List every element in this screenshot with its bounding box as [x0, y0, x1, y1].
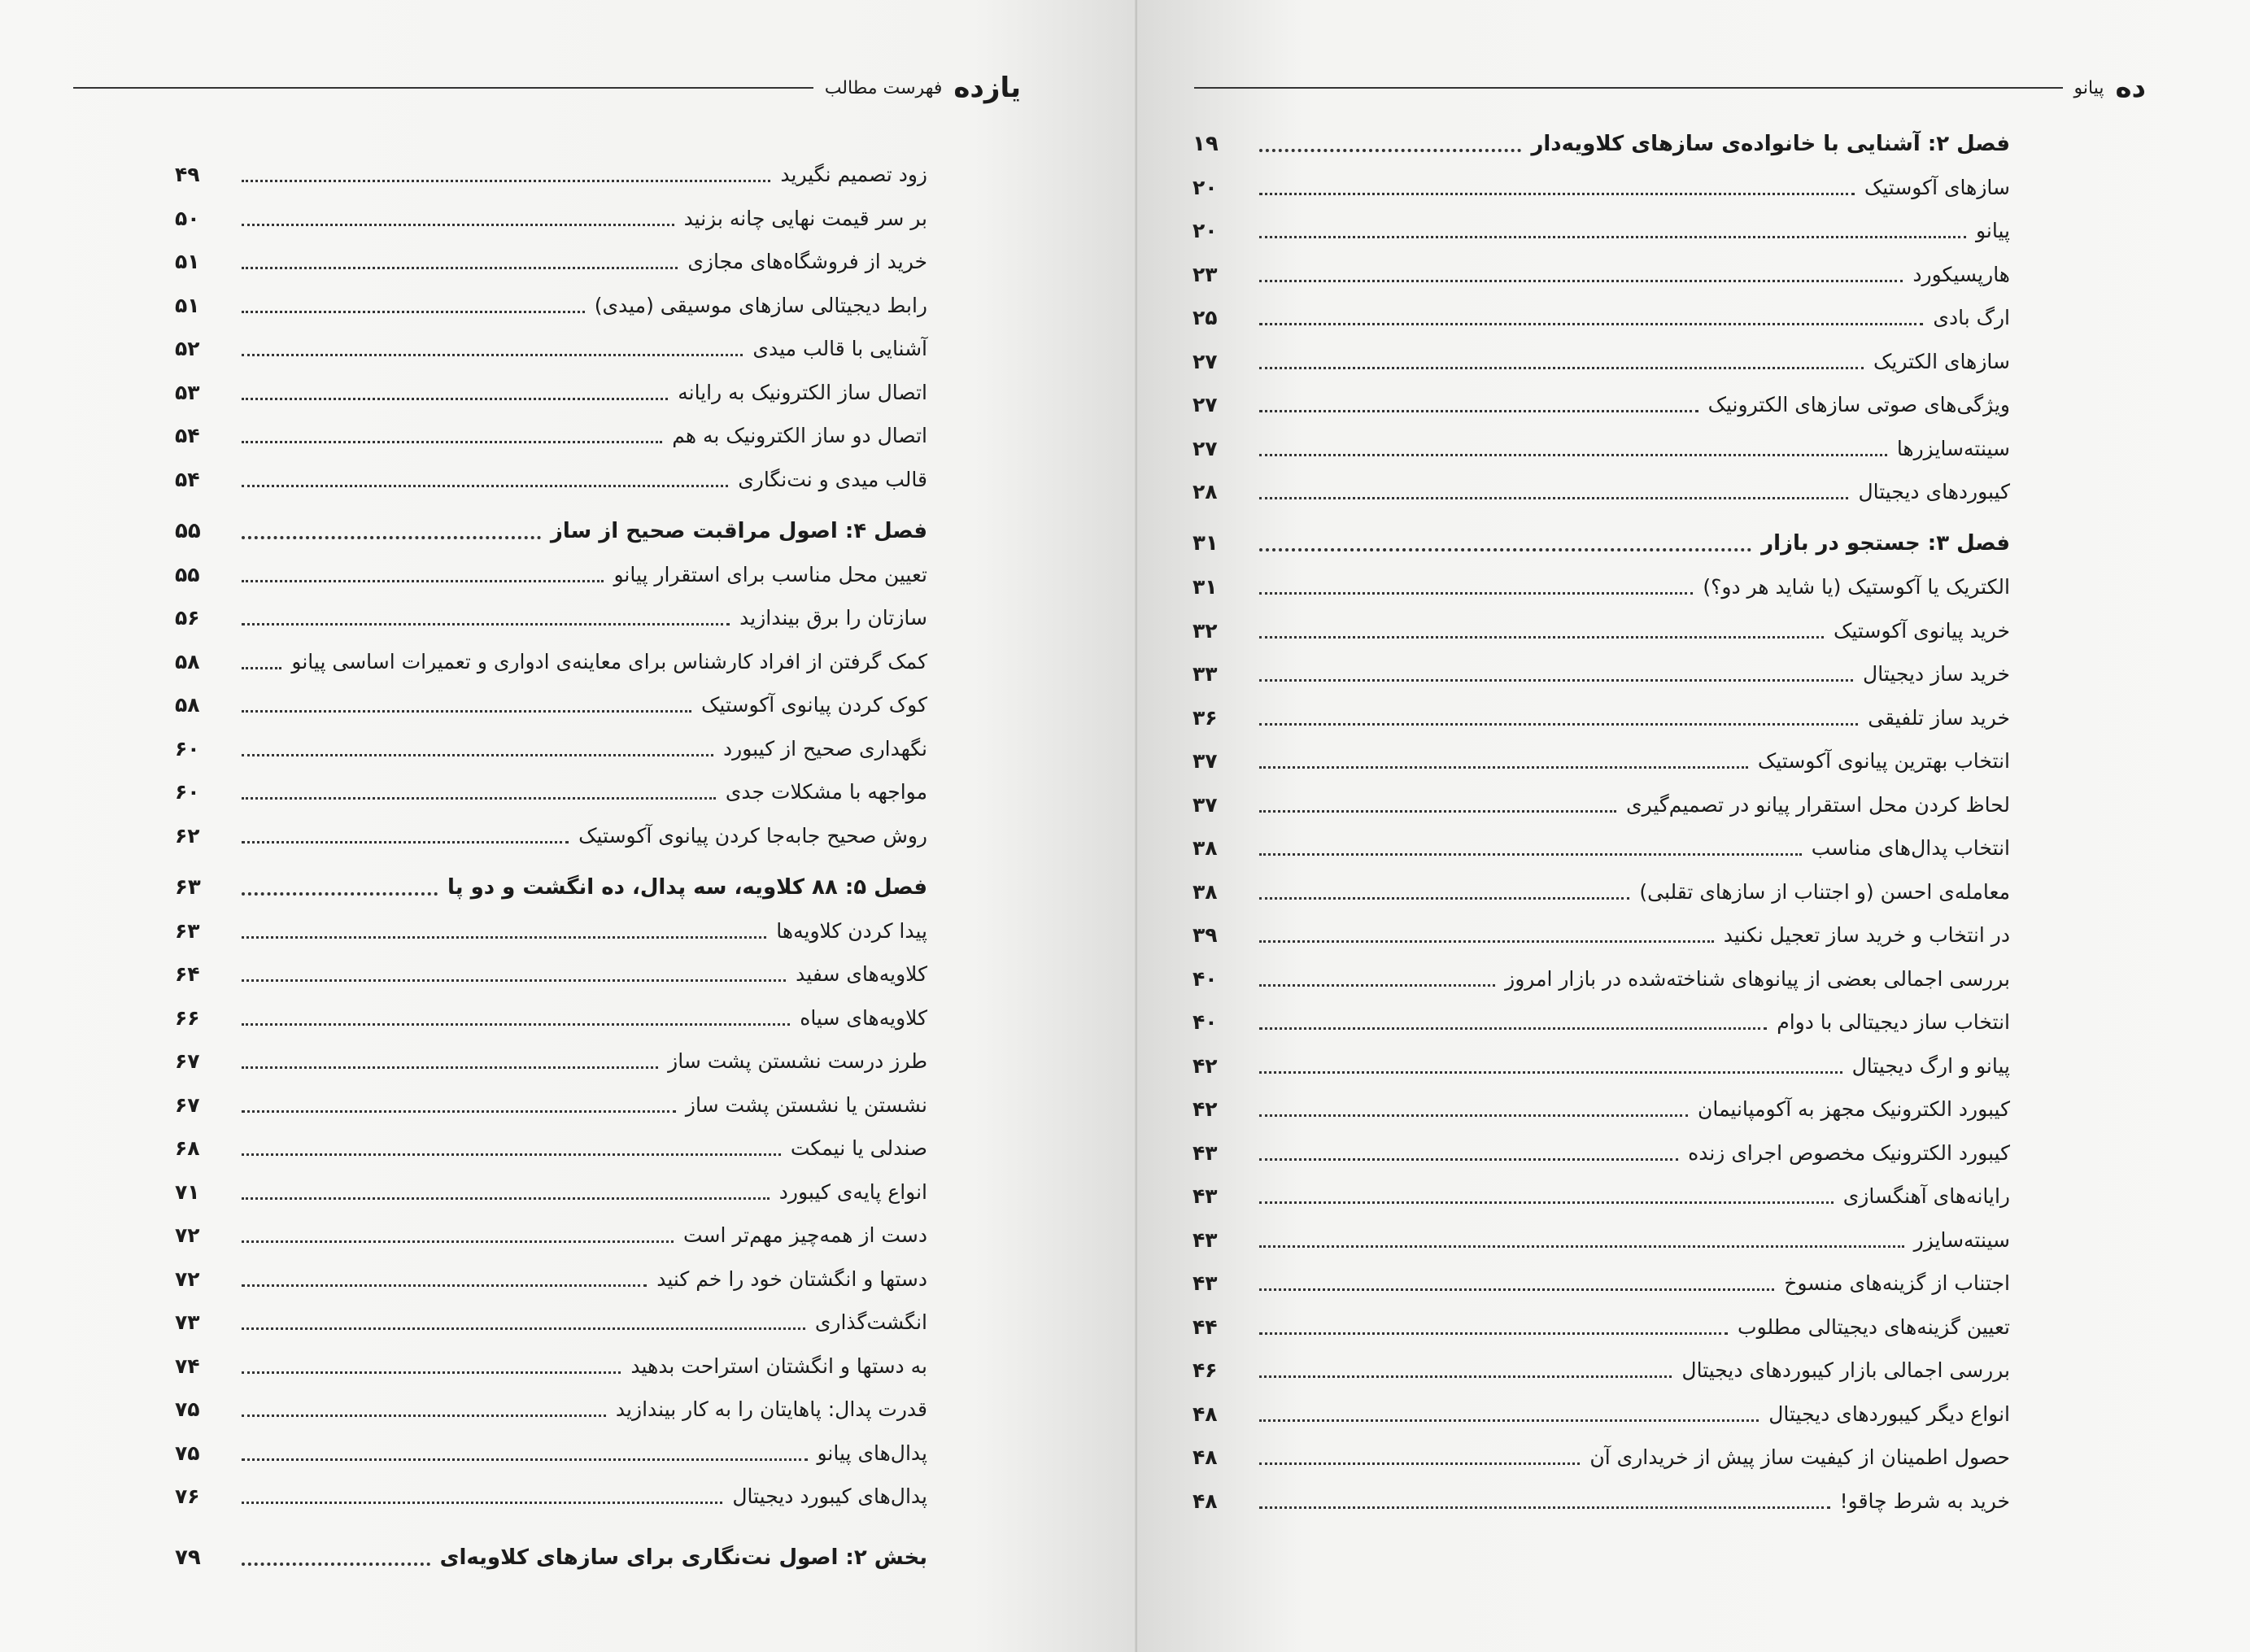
toc-entry-label: پیانو و ارگ دیجیتال — [1851, 1053, 2010, 1078]
toc-entry-label: روش صحیح جابه‌جا کردن پیانوی آکوستیک — [578, 823, 927, 848]
dot-leader — [242, 354, 743, 356]
toc-page-number: ۳۳ — [1193, 662, 1218, 687]
toc-page-number: ۲۷ — [1193, 436, 1218, 460]
toc-entry-label: به دستها و انگشتان استراحت بدهید — [630, 1353, 927, 1378]
dot-leader — [242, 936, 766, 939]
toc-page-number: ۷۱ — [175, 1179, 200, 1204]
toc-page-number: ۴۴ — [1193, 1314, 1218, 1339]
dot-leader — [1259, 1245, 1904, 1248]
toc-entry — [1193, 166, 2010, 210]
toc-page-number: ۲۰ — [1193, 175, 1218, 199]
toc-entry — [175, 1040, 927, 1083]
toc-page-number: ۷۹ — [175, 1545, 201, 1571]
toc-page-number: ۲۰ — [1193, 219, 1218, 243]
dot-leader — [242, 1458, 808, 1461]
dot-leader — [242, 580, 604, 582]
toc-page-number: ۴۲ — [1193, 1097, 1218, 1122]
toc-page-number: ۶۷ — [175, 1092, 200, 1117]
toc-entry-label: کوک کردن پیانوی آکوستیک — [701, 693, 927, 717]
toc-entry-label: رایانه‌های آهنگسازی — [1842, 1184, 2010, 1209]
running-title: پیانو — [2073, 77, 2104, 98]
toc-entry-label: اتصال دو ساز الکترونیک به هم — [672, 424, 927, 448]
toc-entry — [175, 1345, 927, 1388]
toc-entry — [175, 909, 927, 953]
dot-leader — [1259, 1027, 1767, 1030]
toc-entry — [1193, 652, 2010, 696]
toc-entry — [175, 952, 927, 996]
toc-page-number: ۶۸ — [175, 1136, 200, 1161]
toc-page-number: ۵۱ — [175, 293, 200, 317]
toc-entry-label: فصل ۴: اصول مراقبت صحیح از ساز — [550, 518, 927, 543]
toc-entry — [1193, 870, 2010, 914]
dot-leader — [242, 797, 716, 800]
toc-page-number: ۷۲ — [175, 1223, 200, 1248]
toc-entry — [1193, 1262, 2010, 1305]
toc-entry — [175, 371, 927, 415]
toc-page-number: ۴۸ — [1193, 1489, 1218, 1513]
toc-page-number: ۲۳ — [1193, 262, 1218, 286]
dot-leader — [242, 398, 668, 400]
toc-entry-label: نشستن یا نشستن پشت ساز — [685, 1092, 927, 1117]
dot-leader — [1259, 1071, 1842, 1074]
dot-leader — [1259, 1201, 1834, 1204]
dot-leader — [242, 1197, 770, 1200]
toc-page-number: ۶۳ — [175, 918, 200, 943]
toc-page-number: ۲۵ — [1193, 306, 1218, 330]
toc-page-number: ۵۸ — [175, 649, 200, 673]
toc-page-number: ۷۴ — [175, 1353, 200, 1378]
page-folio: ده — [2115, 72, 2146, 104]
toc-entry — [1193, 957, 2010, 1001]
toc-page-number: ۵۵ — [175, 518, 201, 543]
toc-entry-label: انتخاب پدال‌های مناسب — [1811, 836, 2010, 861]
toc-entry — [1193, 1436, 2010, 1480]
toc-entry — [1193, 1044, 2010, 1088]
dot-leader — [1259, 636, 1824, 639]
toc-chapter-entry — [1193, 522, 2010, 566]
toc-entry-label: رابط دیجیتالی سازهای موسیقی (میدی) — [594, 293, 927, 317]
dot-leader — [1259, 149, 1521, 152]
toc-entry — [175, 640, 927, 684]
toc-entry — [175, 1170, 927, 1214]
toc-page-number: ۳۷ — [1193, 792, 1218, 817]
toc-page-number: ۵۱ — [175, 250, 200, 274]
dot-leader — [242, 536, 541, 539]
dot-leader — [242, 667, 281, 669]
dot-leader — [1259, 236, 1966, 238]
dot-leader — [1259, 454, 1887, 456]
toc-entry-label: تعیین محل مناسب برای استقرار پیانو — [613, 562, 927, 586]
toc-entry — [1193, 1305, 2010, 1349]
dot-leader — [242, 441, 662, 443]
dot-leader — [1259, 1158, 1678, 1161]
toc-page-number: ۳۷ — [1193, 749, 1218, 774]
toc-entry — [1193, 383, 2010, 427]
toc-page-number: ۴۸ — [1193, 1401, 1218, 1426]
toc-entry — [1193, 565, 2010, 609]
toc-chapter-entry — [175, 509, 927, 553]
dot-leader — [242, 224, 674, 226]
toc-entry-label: خرید ساز دیجیتال — [1863, 662, 2010, 687]
toc-entry — [175, 197, 927, 241]
toc-entry-label: لحاظ کردن محل استقرار پیانو در تصمیم‌گیری — [1626, 792, 2010, 817]
toc-page-number: ۵۸ — [175, 693, 200, 717]
toc-entry-label: خرید از فروشگاه‌های مجازی — [687, 250, 927, 274]
dot-leader — [1259, 323, 1923, 325]
toc-entry-label: خرید به شرط چاقو! — [1839, 1489, 2010, 1513]
dot-leader — [1259, 1462, 1580, 1465]
toc-list — [1193, 122, 2010, 1523]
toc-entry-label: کمک گرفتن از افراد کارشناس برای معاینه‌ی ادواری و تعمیرات اساسی پیانو — [291, 649, 927, 673]
toc-page-number: ۲۷ — [1193, 393, 1218, 417]
toc-entry — [1193, 696, 2010, 740]
toc-page-number: ۷۲ — [175, 1266, 200, 1291]
toc-entry — [175, 814, 927, 858]
toc-entry-label: کیبورد الکترونیک مجهز به آکومپانیمان — [1697, 1097, 2010, 1122]
dot-leader — [1259, 679, 1853, 682]
toc-entry — [175, 1214, 927, 1258]
right-page — [1137, 0, 2250, 1652]
toc-entry — [1193, 1000, 2010, 1044]
dot-leader — [242, 311, 585, 313]
toc-entry — [1193, 783, 2010, 827]
toc-entry — [175, 1388, 927, 1432]
header-rule — [73, 87, 813, 89]
toc-entry-label: انتخاب ساز دیجیتالی با دوام — [1777, 1010, 2010, 1035]
dot-leader — [1259, 410, 1698, 412]
toc-entry-label: کیبوردهای دیجیتال — [1858, 480, 2010, 504]
toc-entry-label: هارپسیکورد — [1912, 262, 2010, 286]
dot-leader — [1259, 1506, 1830, 1509]
toc-entry-label: آشنایی با قالب میدی — [752, 337, 927, 361]
dot-leader — [242, 267, 678, 269]
toc-page-number: ۵۴ — [175, 467, 200, 491]
toc-page-number: ۳۲ — [1193, 618, 1218, 643]
toc-entry — [175, 596, 927, 640]
toc-page-number: ۳۸ — [1193, 836, 1218, 861]
toc-page-number: ۴۳ — [1193, 1227, 1218, 1252]
dot-leader — [242, 1563, 430, 1566]
toc-entry — [175, 1432, 927, 1475]
toc-entry — [175, 683, 927, 727]
toc-entry — [1193, 427, 2010, 471]
toc-entry-label: خرید پیانوی آکوستیک — [1834, 618, 2010, 643]
dot-leader — [1259, 1288, 1774, 1291]
dot-leader — [1259, 810, 1616, 813]
toc-page-number: ۶۴ — [175, 962, 200, 987]
toc-entry — [175, 1475, 927, 1519]
toc-page-number: ۵۳ — [175, 380, 200, 404]
toc-page-number: ۷۳ — [175, 1310, 200, 1335]
toc-page-number: ۶۳ — [175, 874, 201, 900]
toc-entry-label: قدرت پدال: پاهایتان را به کار بیندازید — [615, 1397, 927, 1422]
toc-entry — [175, 1258, 927, 1301]
toc-entry-label: مواجهه با مشکلات جدی — [725, 780, 927, 804]
toc-entry — [1193, 826, 2010, 870]
toc-entry-label: ارگ بادی — [1933, 306, 2010, 330]
dot-leader — [242, 1502, 722, 1504]
toc-page-number: ۵۴ — [175, 424, 200, 448]
dot-leader — [242, 180, 770, 182]
dot-leader — [1259, 1332, 1728, 1335]
toc-entry-label: سازتان را برق بیندازید — [739, 606, 927, 630]
toc-page-number: ۳۱ — [1193, 575, 1218, 599]
toc-page-number: ۴۰ — [1193, 1010, 1218, 1035]
toc-page-number: ۴۰ — [1193, 966, 1218, 991]
dot-leader — [242, 710, 691, 713]
toc-page-number: ۶۶ — [175, 1005, 200, 1030]
toc-page-number: ۴۳ — [1193, 1271, 1218, 1296]
dot-leader — [242, 1066, 658, 1069]
toc-page-number: ۲۸ — [1193, 480, 1218, 504]
toc-entry — [1193, 739, 2010, 783]
toc-entry — [175, 1083, 927, 1127]
toc-entry-label: حصول اطمینان از کیفیت ساز پیش از خریداری آن — [1589, 1445, 2010, 1470]
toc-entry — [1193, 296, 2010, 340]
toc-entry-label: زود تصمیم نگیرید — [780, 163, 927, 187]
toc-entry-label: پدال‌های پیانو — [817, 1441, 927, 1465]
toc-entry-label: ویژگی‌های صوتی سازهای الکترونیک — [1707, 393, 2010, 417]
toc-page-number: ۳۸ — [1193, 879, 1218, 904]
toc-entry-label: دست از همه‌چیز مهم‌تر است — [682, 1223, 927, 1248]
toc-entry-label: سینته‌سایزرها — [1896, 436, 2010, 460]
toc-page-number: ۳۶ — [1193, 705, 1218, 730]
toc-entry — [175, 727, 927, 771]
toc-entry — [1193, 470, 2010, 514]
toc-entry-label: فصل ۳: جستجو در بازار — [1761, 531, 2010, 556]
toc-entry-label: در انتخاب و خرید ساز تعجیل نکنید — [1723, 923, 2010, 948]
dot-leader — [1259, 193, 1855, 195]
dot-leader — [242, 1023, 790, 1026]
toc-entry — [175, 458, 927, 502]
dot-leader — [1259, 723, 1858, 726]
toc-entry-label: سازهای الکتریک — [1873, 349, 2010, 373]
toc-page-number: ۱۹ — [1193, 131, 1219, 156]
toc-entry-label: خرید ساز تلفیقی — [1868, 705, 2010, 730]
toc-entry-label: اجتناب از گزینه‌های منسوخ — [1784, 1271, 2010, 1296]
dot-leader — [242, 1153, 781, 1156]
toc-page-number: ۵۵ — [175, 562, 200, 586]
dot-leader — [242, 623, 730, 625]
toc-page-number: ۴۸ — [1193, 1445, 1218, 1470]
running-head — [73, 63, 1021, 112]
toc-entry-label: صندلی یا نیمکت — [790, 1136, 927, 1161]
toc-entry-label: کیبورد الکترونیک مخصوص اجرای زنده — [1688, 1140, 2010, 1165]
toc-entry-label: انواع پایه‌ی کیبورد — [778, 1179, 927, 1204]
toc-entry — [1193, 609, 2010, 653]
toc-entry-label: انگشت‌گذاری — [814, 1310, 927, 1335]
toc-page-number: ۵۶ — [175, 606, 200, 630]
dot-leader — [242, 1284, 647, 1287]
dot-leader — [242, 1110, 676, 1113]
dot-leader — [242, 979, 786, 982]
dot-leader — [242, 892, 438, 896]
toc-entry-label: نگهداری صحیح از کیبورد — [722, 736, 927, 761]
toc-page-number: ۶۲ — [175, 823, 200, 848]
toc-entry-label: سینته‌سایزر — [1913, 1227, 2010, 1252]
toc-entry — [175, 1127, 927, 1170]
toc-entry — [175, 553, 927, 597]
page-folio: یازده — [953, 72, 1021, 104]
toc-entry-label: تعیین گزینه‌های دیجیتالی مطلوب — [1738, 1314, 2010, 1339]
toc-entry-label: الکتریک یا آکوستیک (یا شاید هر دو؟) — [1703, 575, 2010, 599]
toc-entry — [175, 770, 927, 814]
dot-leader — [242, 1414, 606, 1417]
toc-page-number: ۴۳ — [1193, 1184, 1218, 1209]
toc-page-number: ۴۹ — [175, 163, 200, 187]
toc-entry — [1193, 209, 2010, 253]
dot-leader — [242, 485, 728, 487]
toc-entry — [1193, 1349, 2010, 1393]
toc-entry — [1193, 340, 2010, 384]
running-head — [1194, 63, 2146, 112]
toc-list — [175, 153, 927, 1580]
toc-entry-label: بررسی اجمالی بازار کیبوردهای دیجیتال — [1681, 1358, 2010, 1383]
dot-leader — [242, 841, 569, 843]
toc-page-number: ۵۲ — [175, 337, 200, 361]
dot-leader — [1259, 766, 1748, 769]
toc-entry — [175, 240, 927, 284]
toc-page-number: ۷۶ — [175, 1484, 200, 1509]
toc-entry — [175, 1301, 927, 1345]
toc-page-number: ۲۷ — [1193, 349, 1218, 373]
toc-page-number: ۴۳ — [1193, 1140, 1218, 1165]
dot-leader — [1259, 940, 1714, 943]
dot-leader — [1259, 853, 1802, 856]
toc-entry-label: کلاویه‌های سیاه — [800, 1005, 927, 1030]
toc-entry — [175, 414, 927, 458]
toc-page-number: ۶۰ — [175, 780, 200, 804]
toc-page-number: ۶۰ — [175, 736, 200, 761]
toc-chapter-entry — [1193, 122, 2010, 166]
toc-entry — [1193, 1480, 2010, 1523]
toc-page-number: ۷۵ — [175, 1397, 200, 1422]
dot-leader — [1259, 1419, 1759, 1422]
toc-page-number: ۴۲ — [1193, 1053, 1218, 1078]
toc-entry-label: بر سر قیمت نهایی چانه بزنید — [683, 206, 927, 230]
toc-entry — [175, 284, 927, 328]
toc-entry-label: انواع دیگر کیبوردهای دیجیتال — [1768, 1401, 2010, 1426]
toc-entry — [1193, 253, 2010, 297]
toc-entry-label: طرز درست نشستن پشت ساز — [668, 1049, 927, 1074]
toc-entry-label: سازهای آکوستیک — [1864, 175, 2010, 199]
toc-entry — [1193, 1088, 2010, 1131]
dot-leader — [242, 1371, 621, 1374]
toc-entry — [1193, 1131, 2010, 1175]
dot-leader — [1259, 367, 1864, 369]
toc-entry-label: پدال‌های کیبورد دیجیتال — [732, 1484, 927, 1509]
toc-chapter-entry — [175, 865, 927, 909]
toc-entry-label: بررسی اجمالی بعضی از پیانوهای شناخته‌شده در بازار امروز — [1505, 966, 2010, 991]
dot-leader — [1259, 280, 1903, 282]
toc-entry — [175, 153, 927, 197]
dot-leader — [1259, 1375, 1672, 1378]
toc-entry-label: انتخاب بهترین پیانوی آکوستیک — [1757, 749, 2010, 774]
toc-page-number: ۶۷ — [175, 1049, 200, 1074]
toc-entry-label: قالب میدی و نت‌نگاری — [738, 467, 927, 491]
toc-entry-label: پیدا کردن کلاویه‌ها — [776, 918, 927, 943]
toc-entry — [175, 996, 927, 1040]
toc-chapter-entry — [175, 1536, 927, 1580]
toc-entry-label: اتصال ساز الکترونیک به رایانه — [678, 380, 927, 404]
toc-page-number: ۴۶ — [1193, 1358, 1218, 1383]
toc-entry-label: پیانو — [1976, 219, 2010, 243]
toc-entry-label: کلاویه‌های سفید — [796, 962, 927, 987]
toc-entry — [1193, 1175, 2010, 1218]
running-title: فهرست مطالب — [824, 77, 943, 98]
dot-leader — [1259, 1114, 1688, 1117]
toc-page-number: ۳۱ — [1193, 531, 1219, 556]
toc-entry-label: معامله‌ی احسن (و اجتناب از سازهای تقلبی) — [1639, 879, 2010, 904]
dot-leader — [242, 1327, 805, 1330]
dot-leader — [242, 754, 713, 756]
dot-leader — [1259, 984, 1495, 987]
toc-entry-label: دستها و انگشتان خود را خم کنید — [656, 1266, 927, 1291]
dot-leader — [1259, 592, 1693, 595]
toc-entry — [1193, 913, 2010, 957]
toc-entry-label: فصل ۵: ۸۸ کلاویه، سه پدال، ده انگشت و دو پا — [447, 874, 927, 900]
dot-leader — [1259, 497, 1848, 499]
toc-entry-label: فصل ۲: آشنایی با خانواده‌ی سازهای کلاویه‌دار — [1531, 131, 2010, 156]
toc-entry — [175, 327, 927, 371]
toc-page-number: ۵۰ — [175, 206, 200, 230]
dot-leader — [1259, 897, 1629, 900]
toc-page-number: ۳۹ — [1193, 923, 1218, 948]
dot-leader — [242, 1240, 674, 1243]
toc-page-number: ۷۵ — [175, 1441, 200, 1465]
toc-entry — [1193, 1218, 2010, 1262]
dot-leader — [1259, 548, 1751, 551]
header-rule — [1194, 87, 2063, 89]
toc-entry — [1193, 1393, 2010, 1436]
toc-entry-label: بخش ۲: اصول نت‌نگاری برای سازهای کلاویه‌ای — [439, 1545, 927, 1571]
